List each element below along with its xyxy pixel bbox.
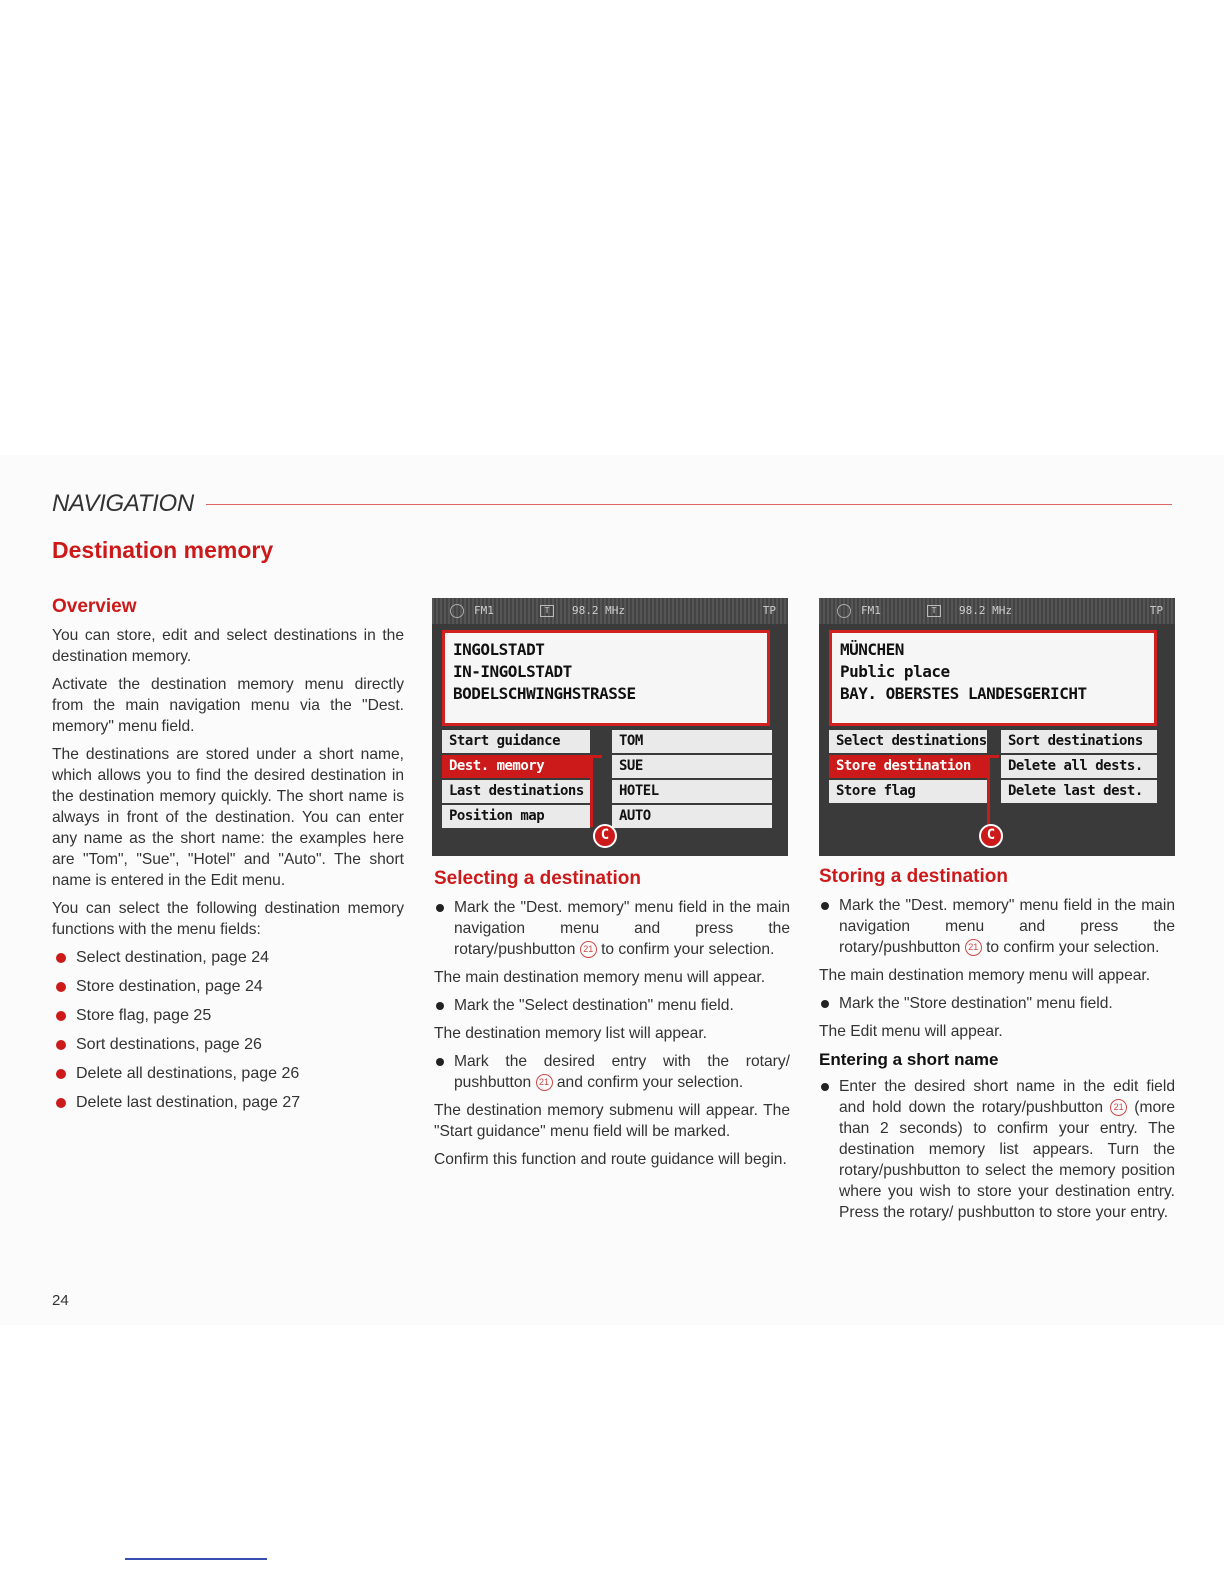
traffic-program-icon: T <box>540 605 554 617</box>
section-header <box>52 490 1172 520</box>
destination-info-box <box>442 630 770 726</box>
step-paragraph: Mark the desired entry with the rotary/ pushbutton 21 and confirm your selection. <box>434 1051 790 1093</box>
radio-status-bar <box>819 598 1175 624</box>
menu-last-destinations[interactable]: Last destinations <box>442 780 590 803</box>
nav-screen-store-destination <box>819 598 1175 856</box>
info-line: BODELSCHWINGHSTRASSE <box>453 684 636 703</box>
overview-heading: Overview <box>52 596 137 617</box>
overview-paragraph: Activate the destination memory menu directly from the main navigation menu via the "Dest. memory" menu field. <box>52 676 404 735</box>
bullet-icon <box>56 1098 66 1108</box>
result-paragraph: The main destination memory menu will appear. <box>819 967 1151 984</box>
band-label: FM1 <box>861 604 881 617</box>
function-item <box>52 1005 404 1026</box>
bullet-icon <box>821 902 829 910</box>
overview-paragraph: You can store, edit and select destinations in the destination memory. <box>52 627 404 665</box>
manual-page <box>0 455 1224 1325</box>
bullet-icon <box>821 1083 829 1091</box>
menu-store-destination[interactable]: Store destination <box>829 755 987 778</box>
selection-connector <box>987 755 990 827</box>
tp-label: TP <box>1149 604 1163 617</box>
info-line: INGOLSTADT <box>453 640 545 659</box>
traffic-program-icon: T <box>927 605 941 617</box>
rotary-button-ref-icon: 21 <box>965 939 982 956</box>
memory-entry-tom[interactable]: TOM <box>612 730 772 753</box>
step-paragraph: Mark the "Select destination" menu field. <box>434 995 790 1016</box>
short-name-subheading: Entering a short name <box>819 1050 999 1069</box>
radio-icon <box>837 604 851 618</box>
result-paragraph: The destination memory list will appear. <box>434 1025 708 1042</box>
bullet-icon <box>56 953 66 963</box>
menu-position-map[interactable]: Position map <box>442 805 590 828</box>
menu-sort-destinations[interactable]: Sort destinations <box>1001 730 1157 753</box>
storing-column <box>819 865 1175 1230</box>
section-label: NAVIGATION <box>52 490 206 518</box>
step-paragraph: Enter the desired short name in the edit field and hold down the rotary/pushbutton 21 (more than 2 seconds) to confirm your entry. The destination memory list appears. Turn the rotary/pushbutton to select the memory position where you wish to store your destination entry. Press the rotary/ pushbutton to store your entry. <box>819 1076 1175 1223</box>
menu-dest-memory[interactable]: Dest. memory <box>442 755 590 778</box>
function-label: Delete last destination, page 27 <box>76 1094 301 1111</box>
bullet-icon <box>56 1069 66 1079</box>
function-item <box>52 976 404 997</box>
page-title: Destination memory <box>52 537 274 563</box>
selection-connector <box>590 755 593 827</box>
function-item <box>52 1092 404 1113</box>
info-line: Public place <box>840 662 950 681</box>
step-paragraph: Mark the "Dest. memory" menu field in the main navigation menu and press the rotary/pushbutton 21 to confirm your selection. <box>819 895 1175 958</box>
menu-start-guidance[interactable]: Start guidance <box>442 730 590 753</box>
info-line: MÜNCHEN <box>840 640 904 659</box>
selection-connector <box>590 755 602 758</box>
frequency-label: 98.2 MHz <box>572 604 625 617</box>
function-label: Store flag, page 25 <box>76 1007 212 1024</box>
function-label: Store destination, page 24 <box>76 978 263 995</box>
band-label: FM1 <box>474 604 494 617</box>
rotary-button-ref-icon: 21 <box>580 941 597 958</box>
function-list <box>52 947 404 1113</box>
radio-status-bar <box>432 598 788 624</box>
frequency-label: 98.2 MHz <box>959 604 1012 617</box>
info-line: BAY. OBERSTES LANDESGERICHT <box>840 684 1087 703</box>
page-number: 24 <box>52 1292 69 1309</box>
tp-label: TP <box>762 604 776 617</box>
footer-link-rule <box>125 1558 267 1560</box>
result-paragraph: The main destination memory menu will appear. <box>434 969 766 986</box>
bullet-icon <box>436 1058 444 1066</box>
bullet-icon <box>56 1011 66 1021</box>
nav-screen-dest-memory <box>432 598 788 856</box>
function-label: Select destination, page 24 <box>76 949 270 966</box>
radio-icon <box>450 604 464 618</box>
function-item <box>52 1063 404 1084</box>
result-paragraph: Confirm this function and route guidance will begin. <box>434 1151 787 1168</box>
overview-column <box>52 595 404 1121</box>
rotary-button-ref-icon: 21 <box>1110 1099 1127 1116</box>
destination-info-box <box>829 630 1157 726</box>
info-line: IN-INGOLSTADT <box>453 662 572 681</box>
result-paragraph: The Edit menu will appear. <box>819 1023 1003 1040</box>
rotary-knob-icon: C <box>979 824 1003 848</box>
selection-connector <box>987 755 999 758</box>
menu-select-destinations[interactable]: Select destinations <box>829 730 987 753</box>
menu-delete-all-dests[interactable]: Delete all dests. <box>1001 755 1157 778</box>
menu-delete-last-dest[interactable]: Delete last dest. <box>1001 780 1157 803</box>
function-label: Delete all destinations, page 26 <box>76 1065 300 1082</box>
rotary-knob-icon: C <box>593 824 617 848</box>
bullet-icon <box>436 1002 444 1010</box>
step-paragraph: Mark the "Store destination" menu field. <box>819 993 1175 1014</box>
function-item <box>52 947 404 968</box>
selecting-column <box>434 867 790 1177</box>
bullet-icon <box>821 1000 829 1008</box>
selecting-heading: Selecting a destination <box>434 868 641 889</box>
bullet-icon <box>56 982 66 992</box>
rotary-button-ref-icon: 21 <box>536 1074 553 1091</box>
memory-entry-hotel[interactable]: HOTEL <box>612 780 772 803</box>
bullet-icon <box>436 904 444 912</box>
result-paragraph: The destination memory submenu will appear. The "Start guidance" menu field will be marked. <box>434 1102 790 1140</box>
overview-paragraph: You can select the following destination memory functions with the menu fields: <box>52 900 404 938</box>
storing-heading: Storing a destination <box>819 866 1008 887</box>
memory-entry-auto[interactable]: AUTO <box>612 805 772 828</box>
section-rule <box>52 504 1172 505</box>
bullet-icon <box>56 1040 66 1050</box>
overview-paragraph: The destinations are stored under a short name, which allows you to find the desired destination in the destination memory quickly. The short name is always in front of the destination. You can enter any name as the short name: the examples here are "Tom", "Sue", "Hotel" and "Auto". The short name is entered in the Edit menu. <box>52 746 404 889</box>
menu-store-flag[interactable]: Store flag <box>829 780 987 803</box>
function-label: Sort destinations, page 26 <box>76 1036 262 1053</box>
step-paragraph: Mark the "Dest. memory" menu field in the main navigation menu and press the rotary/pushbutton 21 to confirm your selection. <box>434 897 790 960</box>
function-item <box>52 1034 404 1055</box>
memory-entry-sue[interactable]: SUE <box>612 755 772 778</box>
